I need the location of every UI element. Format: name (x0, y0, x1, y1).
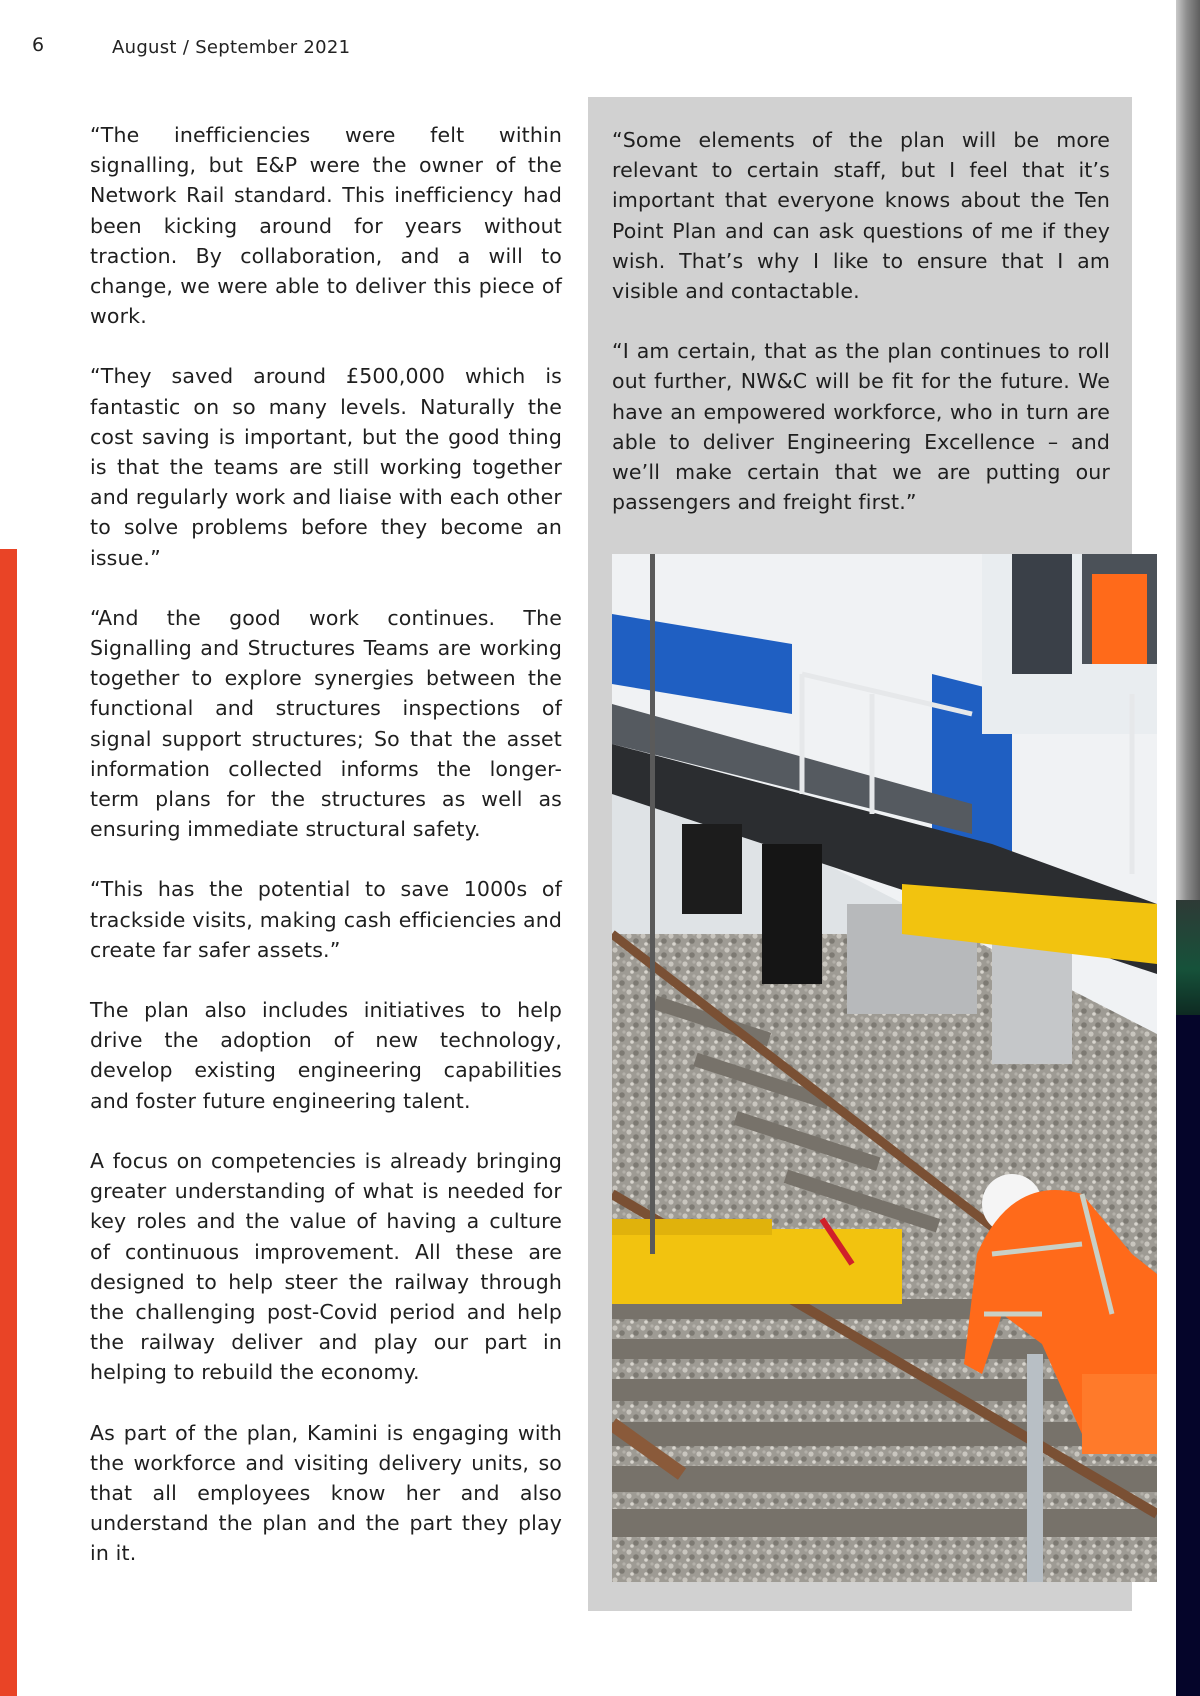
panel-paragraph: “I am certain, that as the plan continues to roll out further, NW&C will be fit for the future. We have an empowered workforce, who in turn are able to deliver Engineering Excellence – and we’ll make certain that we are putting our passengers and freight first.” (612, 339, 1110, 515)
article-body (90, 120, 562, 1599)
article-paragraph: As part of the plan, Kamini is engaging with the workforce and visiting delivery units, so that all employees know her and also understand the plan and the part they play in it. (90, 1420, 562, 1566)
edge-strip-green (1176, 900, 1200, 1015)
article-paragraph: “And the good work continues. The Signalling and Structures Teams are working together to explore synergies between the functional and structures inspections of signal support structures; So that the asset information collected informs the longer-term plans for the structures as well as ensuring immediate structural safety. (90, 605, 562, 842)
issue-date: August / September 2021 (112, 37, 351, 58)
accent-bar (0, 549, 17, 1696)
panel-paragraph: “Some elements of the plan will be more relevant to certain staff, but I feel that it’s important that everyone knows about the Ten Point Plan and can ask questions of me if they wish. That’s why I like to ensure that I am visible and contactable. (612, 128, 1110, 304)
railway-work-photo (612, 554, 1157, 1582)
article-paragraph: “The inefficiencies were felt within signalling, but E&P were the owner of the Network Rail standard. This inefficiency had been kicking around for years without traction. By collaboration, and a will to change, we were able to deliver this piece of work. (90, 123, 562, 329)
edge-strip-navy (1176, 1015, 1200, 1696)
page-number: 6 (32, 34, 45, 56)
quote-panel-text (612, 125, 1110, 547)
article-paragraph: A focus on competencies is already bringing greater understanding of what is needed for key roles and the value of having a culture of continuous improvement. All these are designed to help steer the railway through the challenging post-Covid period and help the railway deliver and play our part in helping to rebuild the economy. (90, 1148, 562, 1385)
article-paragraph: “This has the potential to save 1000s of trackside visits, making cash efficiencies and create far safer assets.” (90, 877, 562, 962)
article-paragraph: “They saved around £500,000 which is fantastic on so many levels. Naturally the cost saving is important, but the good thing is that the teams are still working together and regularly work and liaise with each other to solve problems before they become an issue.” (90, 364, 562, 570)
article-paragraph: The plan also includes initiatives to help drive the adoption of new technology, develop existing engineering capabilities and foster future engineering talent. (90, 998, 562, 1113)
